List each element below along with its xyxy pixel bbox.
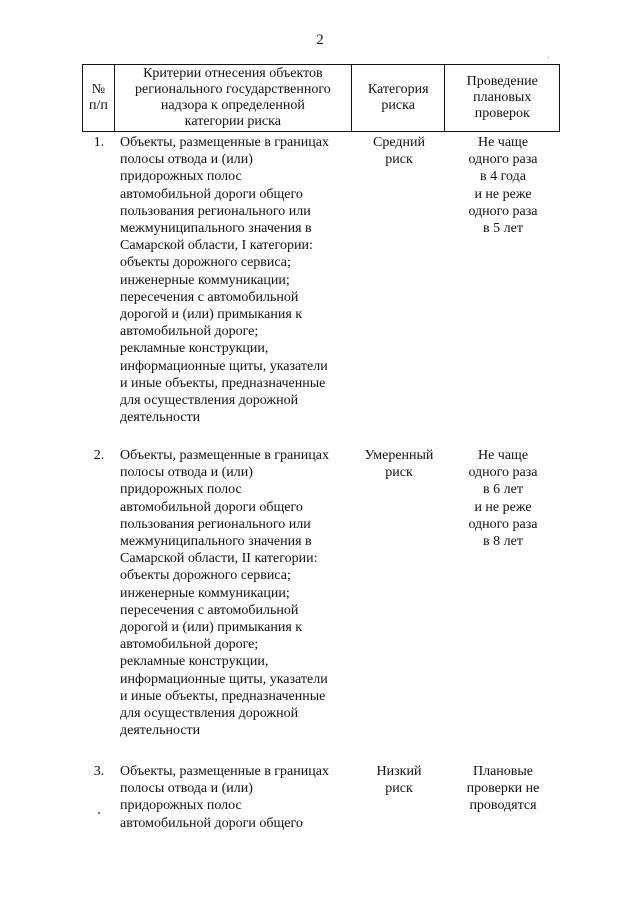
scan-speck: [548, 57, 549, 58]
criteria-line: автомобильной дороги общего: [120, 815, 303, 831]
header-criteria-line: регионального государственного: [135, 82, 331, 97]
category-line: риск: [385, 465, 413, 481]
criteria-line: Объекты, размещенные в границах: [120, 135, 329, 150]
criteria-line: инженерные коммуникации;: [120, 585, 290, 601]
table-row: [82, 763, 560, 832]
category-line: риск: [385, 781, 413, 797]
category-line: Низкий: [376, 764, 422, 779]
scan-speck: [98, 812, 100, 814]
row-number: 2.: [93, 448, 105, 463]
criteria-line: информационные щиты, указатели: [120, 358, 328, 374]
planned-line: одного раза: [468, 465, 538, 481]
row-number: 3.: [93, 764, 105, 779]
criteria-line: Самарской области, I категории:: [120, 238, 313, 254]
criteria-line: инженерные коммуникации;: [120, 272, 290, 288]
row-category: [352, 447, 446, 739]
row-category: [352, 134, 446, 426]
criteria-line: деятельности: [120, 410, 201, 426]
planned-line: в 5 лет: [483, 221, 523, 237]
planned-line: проводятся: [469, 798, 537, 814]
criteria-line: объекты дорожного сервиса;: [120, 255, 291, 271]
criteria-line: Объекты, размещенные в границах: [120, 764, 329, 779]
category-line: риск: [385, 152, 413, 168]
criteria-line: для осуществления дорожной: [120, 393, 299, 409]
criteria-line: дорогой и (или) примыкания к: [120, 307, 303, 323]
page-number: 2: [316, 32, 324, 48]
row-planned: [446, 447, 560, 739]
criteria-line: Объекты, размещенные в границах: [120, 448, 329, 463]
row-criteria: [114, 447, 352, 739]
planned-line: Не чаще: [477, 448, 529, 463]
criteria-line: пользования регионального или: [120, 203, 311, 219]
header-num-line: п/п: [89, 98, 108, 113]
header-category-line: риска: [381, 98, 415, 113]
planned-line: в 4 года: [480, 169, 526, 185]
header-planned-line: проверок: [474, 106, 530, 121]
criteria-line: придорожных полос: [120, 798, 242, 814]
criteria-line: пользования регионального или: [120, 516, 311, 532]
row-planned: [446, 763, 560, 832]
planned-line: одного раза: [468, 516, 538, 532]
criteria-line: объекты дорожного сервиса;: [120, 568, 291, 584]
header-num-line: №: [91, 82, 106, 97]
header-planned-line: плановых: [473, 90, 532, 105]
header-planned-line: Проведение: [466, 74, 538, 89]
planned-line: проверки не: [466, 781, 540, 797]
criteria-line: межмуниципального значения в: [120, 221, 312, 237]
table-row: [82, 134, 560, 426]
header-planned: [445, 65, 559, 131]
criteria-line: полосы отвода и (или): [120, 465, 253, 481]
row-criteria: [114, 134, 352, 426]
header-criteria: [115, 65, 352, 131]
criteria-line: придорожных полос: [120, 482, 242, 498]
row-planned: [446, 134, 560, 426]
criteria-line: полосы отвода и (или): [120, 152, 253, 168]
category-line: Средний: [373, 135, 425, 150]
criteria-line: пересечения с автомобильной: [120, 289, 299, 305]
table-header: [82, 64, 560, 132]
criteria-line: рекламные конструкции,: [120, 341, 269, 357]
planned-line: и не реже: [474, 186, 532, 202]
criteria-line: автомобильной дороги общего: [120, 186, 303, 202]
category-line: Умеренный: [364, 448, 434, 463]
criteria-line: деятельности: [120, 723, 201, 739]
criteria-line: автомобильной дороги общего: [120, 499, 303, 515]
criteria-line: автомобильной дороге;: [120, 324, 259, 340]
header-criteria-line: надзора к определенной: [160, 98, 305, 113]
criteria-line: Самарской области, II категории:: [120, 551, 318, 567]
planned-line: в 8 лет: [483, 534, 523, 550]
planned-line: Не чаще: [477, 135, 529, 150]
row-category: [352, 763, 446, 832]
planned-line: и не реже: [474, 499, 532, 515]
criteria-line: рекламные конструкции,: [120, 654, 269, 670]
criteria-line: для осуществления дорожной: [120, 706, 299, 722]
header-criteria-line: Критерии отнесения объектов: [143, 66, 323, 81]
header-category-line: Категория: [367, 82, 429, 97]
criteria-line: полосы отвода и (или): [120, 781, 253, 797]
criteria-line: и иные объекты, предназначенные: [120, 375, 326, 391]
table-row: [82, 447, 560, 739]
row-number: 1.: [93, 135, 105, 150]
header-criteria-line: категории риска: [184, 114, 281, 129]
row-criteria: [114, 763, 352, 832]
criteria-line: и иные объекты, предназначенные: [120, 688, 326, 704]
planned-line: Плановые: [472, 764, 534, 779]
planned-line: одного раза: [468, 152, 538, 168]
criteria-line: информационные щиты, указатели: [120, 671, 328, 687]
header-category: [352, 65, 446, 131]
criteria-line: дорогой и (или) примыкания к: [120, 620, 303, 636]
criteria-line: придорожных полос: [120, 169, 242, 185]
criteria-line: межмуниципального значения в: [120, 534, 312, 550]
criteria-line: пересечения с автомобильной: [120, 602, 299, 618]
planned-line: одного раза: [468, 203, 538, 219]
criteria-line: автомобильной дороге;: [120, 637, 259, 653]
header-num: [83, 65, 115, 131]
planned-line: в 6 лет: [483, 482, 523, 498]
